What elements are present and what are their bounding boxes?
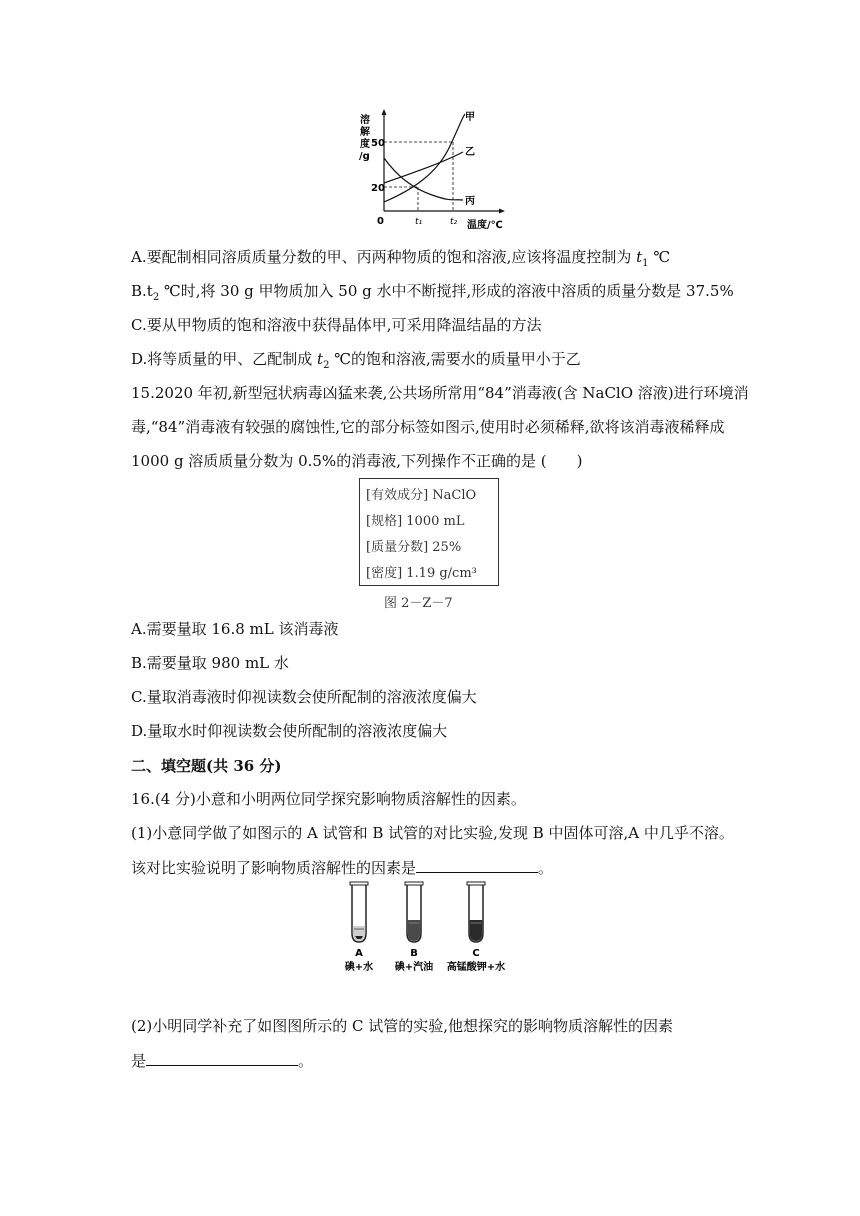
tube-letter-c: C xyxy=(472,948,480,959)
tube-label-a: 碘+水 xyxy=(344,962,374,973)
graph-xlabel: 温度/℃ xyxy=(467,220,503,231)
tube-b xyxy=(405,882,423,942)
solubility-graph xyxy=(352,108,512,233)
curve-yi xyxy=(384,152,463,183)
answer-blank-2[interactable] xyxy=(146,1050,298,1066)
label-row-ingredient: [有效成分] NaClO xyxy=(366,488,477,503)
graph-xtick-t1: t₁ xyxy=(415,217,423,227)
graph-xtick-t2: t₂ xyxy=(450,217,458,227)
curve-label-bing: 丙 xyxy=(465,196,475,207)
tube-label-c: 高锰酸钾+水 xyxy=(446,962,506,973)
graph-ylabel-1: 溶 xyxy=(360,115,370,126)
graph-ylabel-3: 度 xyxy=(360,139,370,150)
q15-option-c: C.量取消毒液时仰视读数会使所配制的溶液浓度偏大 xyxy=(131,688,477,706)
tube-letter-b: B xyxy=(410,948,418,959)
tube-c xyxy=(467,882,485,942)
q16-part2-line1: (2)小明同学补充了如图图所示的 C 试管的实验,他想探究的影响物质溶解性的因素 xyxy=(131,1017,674,1035)
q16-intro: 16.(4 分)小意和小明两位同学探究影响物质溶解性的因素。 xyxy=(131,790,526,808)
graph-origin: 0 xyxy=(377,216,384,227)
label-row-spec: [规格] 1000 mL xyxy=(366,514,465,529)
figure-caption: 图 2－Z－7 xyxy=(384,596,453,611)
graph-ylabel-2: 解 xyxy=(360,127,370,138)
graph-ytick-50: 50 xyxy=(371,138,385,149)
q16-part1-line1: (1)小意同学做了如图示的 A 试管和 B 试管的对比实验,发现 B 中固体可溶,A 中几乎不溶。 xyxy=(131,824,734,842)
graph-ylabel-4: /g xyxy=(359,151,370,162)
q14-option-b: $B.t_2$ ℃时,将 30 g 甲物质加入 50 g 水中不断搅拌,形成的溶液中溶质的质量分数是 37.5% xyxy=(131,282,734,303)
disinfectant-label xyxy=(359,478,499,586)
q15-option-a: A.需要量取 16.8 mL 该消毒液 xyxy=(131,620,339,638)
label-row-density: [密度] 1.19 g/cm³ xyxy=(366,566,477,581)
q14-option-a: A.要配制相同溶质质量分数的甲、丙两种物质的饱和溶液,应该将温度控制为 $t_1$ ℃ xyxy=(131,248,671,269)
section-heading: 二、填空题(共 36 分) xyxy=(131,757,282,775)
q15-stem-line3: 1000 g 溶质质量分数为 0.5%的消毒液,下列操作不正确的是 ( ) xyxy=(131,452,583,470)
q14-option-d: D.将等质量的甲、乙配制成 $t_2$ ℃的饱和溶液,需要水的质量甲小于乙 xyxy=(131,350,581,371)
label-row-fraction: [质量分数] 25% xyxy=(366,540,462,555)
q15-option-d: D.量取水时仰视读数会使所配制的溶液浓度偏大 xyxy=(131,722,448,740)
q15-stem-line1: 15.2020 年初,新型冠状病毒凶猛来袭,公共场所常用“84”消毒液(含 NaClO 溶液)进行环境消 xyxy=(131,384,749,402)
curve-label-yi: 乙 xyxy=(465,147,475,158)
test-tubes-figure xyxy=(330,880,530,975)
tube-letter-a: A xyxy=(355,948,363,959)
q15-stem-line2: 毒,“84”消毒液有较强的腐蚀性,它的部分标签如图示,使用时必须稀释,欲将该消毒液稀释成 xyxy=(131,418,725,436)
q16-part2-line2: 是 。 xyxy=(131,1052,314,1070)
q15-option-b: B.需要量取 980 mL 水 xyxy=(131,654,289,672)
tube-label-b: 碘+汽油 xyxy=(394,962,434,973)
graph-ytick-20: 20 xyxy=(371,183,385,194)
answer-blank-1[interactable] xyxy=(416,857,538,873)
tube-a xyxy=(350,882,368,942)
q16-part1-line2: 该对比实验说明了影响物质溶解性的因素是 。 xyxy=(131,859,554,877)
curve-label-jia: 甲 xyxy=(465,112,475,123)
q14-option-c: C.要从甲物质的饱和溶液中获得晶体甲,可采用降温结晶的方法 xyxy=(131,316,542,334)
